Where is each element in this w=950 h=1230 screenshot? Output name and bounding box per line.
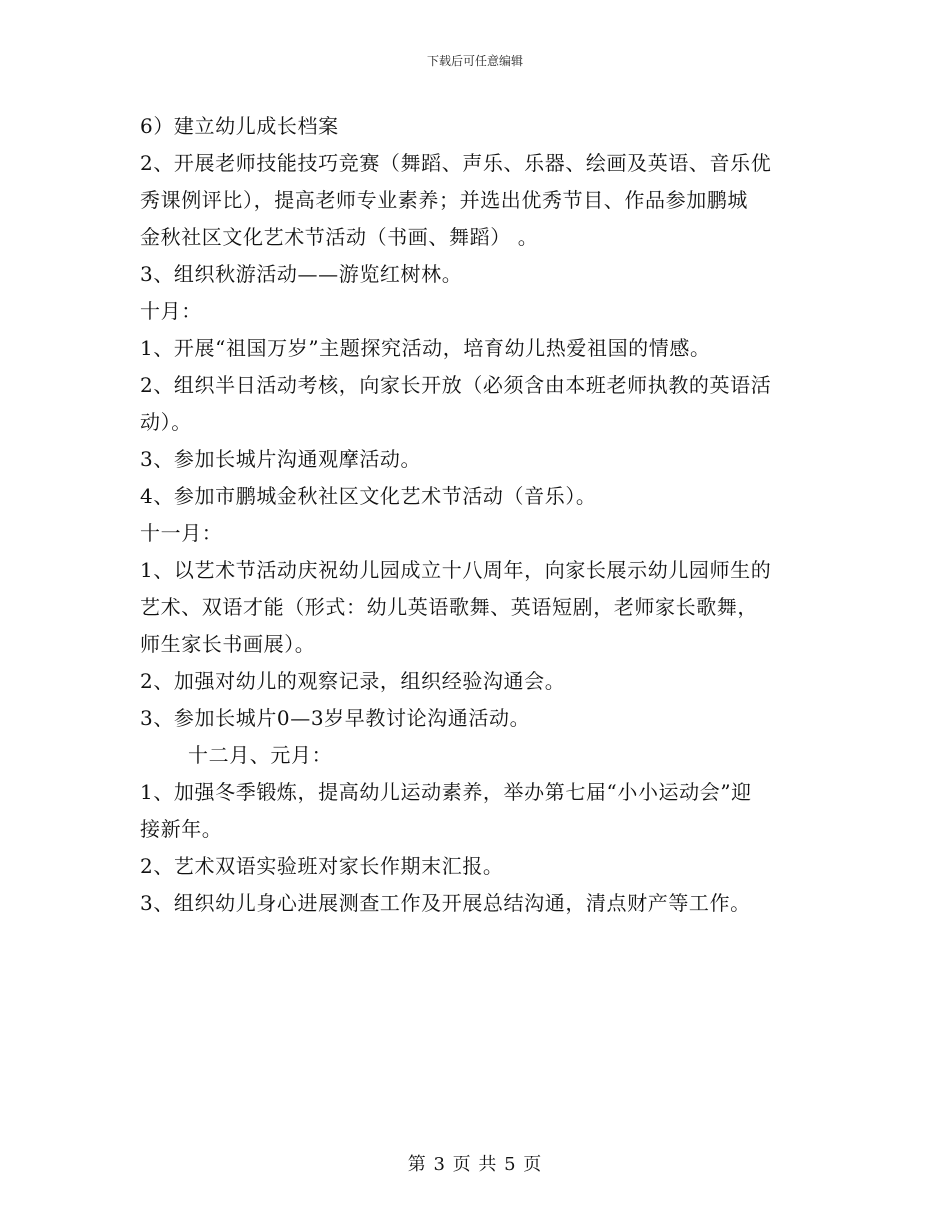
body-line: 4、参加市鹏城金秋社区文化艺术节活动（音乐）。 — [140, 484, 597, 508]
body-line: 师生家长书画展）。 — [140, 632, 316, 656]
body-line: 6）建立幼儿成长档案 — [140, 114, 339, 138]
page-number: 第 3 页 共 5 页 — [407, 1154, 543, 1175]
body-line: 2、组织半日活动考核，向家长开放（必须含由本班老师执教的英语活 — [140, 373, 772, 397]
body-line: 金秋社区文化艺术节活动（书画、舞蹈） 。 — [140, 225, 539, 249]
section-heading-october: 十月： — [140, 299, 202, 323]
section-heading-december-january: 十二月、元月： — [188, 743, 333, 767]
body-line: 2、加强对幼儿的观察记录，组织经验沟通会。 — [140, 669, 566, 693]
body-line: 1、加强冬季锻炼，提高幼儿运动素养，举办第七届“小小运动会”迎 — [140, 780, 752, 804]
page-header-note: 下载后可任意编辑 — [426, 54, 523, 68]
body-line: 2、开展老师技能技巧竞赛（舞蹈、声乐、乐器、绘画及英语、音乐优 — [140, 151, 772, 175]
body-line: 1、以艺术节活动庆祝幼儿园成立十八周年，向家长展示幼儿园师生的 — [140, 558, 772, 582]
body-line: 1、开展“祖国万岁”主题探究活动，培育幼儿热爱祖国的情感。 — [140, 336, 711, 360]
body-line: 3、组织秋游活动——游览红树林。 — [140, 262, 463, 286]
body-line: 2、艺术双语实验班对家长作期末汇报。 — [140, 854, 504, 878]
body-line: 3、参加长城片沟通观摩活动。 — [140, 447, 422, 471]
body-line: 3、参加长城片0—3岁早教讨论沟通活动。 — [140, 706, 531, 730]
body-line: 接新年。 — [140, 817, 223, 841]
body-line: 动）。 — [140, 410, 192, 434]
document-body — [140, 108, 810, 922]
body-line: 3、组织幼儿身心进展测查工作及开展总结沟通，清点财产等工作。 — [140, 891, 751, 915]
body-line: 秀课例评比），提高老师专业素养；并选出优秀节目、作品参加鹏城 — [140, 188, 748, 212]
section-heading-november: 十一月： — [140, 521, 223, 545]
body-line: 艺术、双语才能（形式：幼儿英语歌舞、英语短剧，老师家长歌舞， — [140, 595, 758, 619]
